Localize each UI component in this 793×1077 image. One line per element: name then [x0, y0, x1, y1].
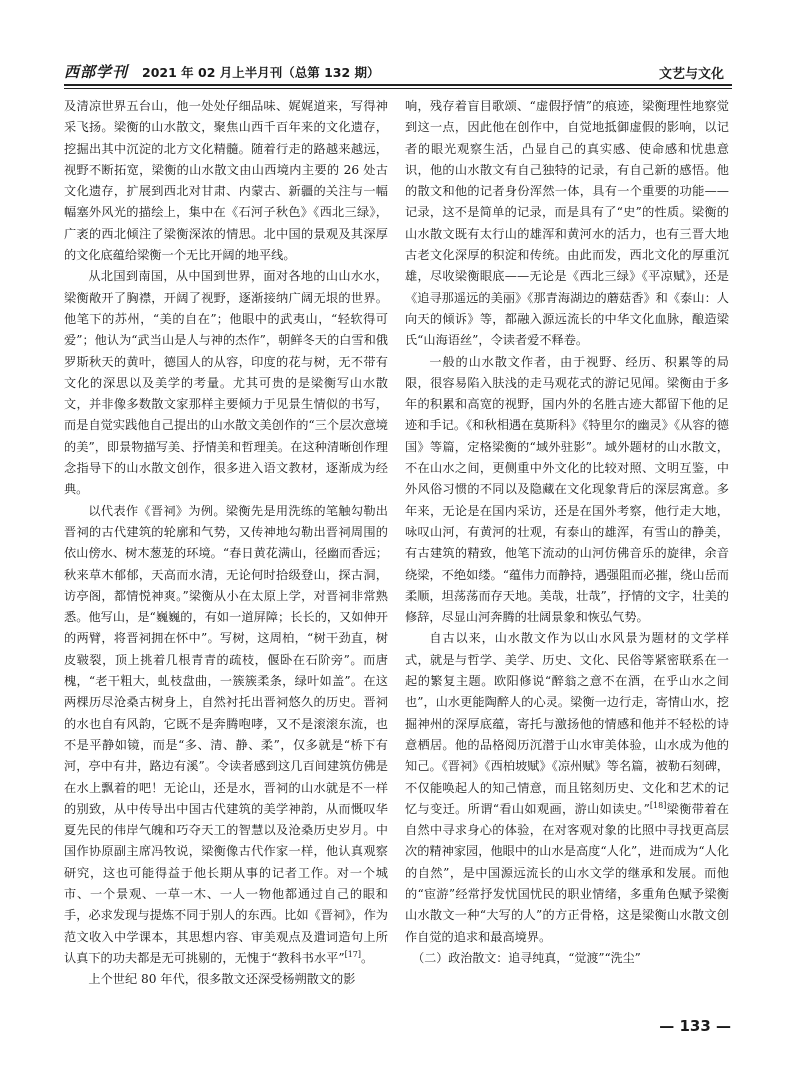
section-subheading: （二）政治散文：追寻纯真，“觉渡”“洗尘”	[412, 950, 641, 965]
section-label: 文艺与文化	[658, 67, 724, 82]
citation-ref: [17]	[344, 949, 362, 959]
header-divider	[64, 84, 732, 86]
header-divider-thin	[64, 88, 732, 89]
page-header	[64, 60, 732, 84]
paragraph: 一般的山水散文作者，由于视野、经历、积累等的局限，很容易陷入肤浅的走马观花式的游记见闻。梁衡由于多年的积累和高宽的视野，国内外的名胜古迹大都留下他的足迹和手记。《和秋相遇在莫斯科》《特里尔的幽灵》《从容的德国》等篇，定格梁衡的“域外驻影”。域外题材的山水散文，不在山水之间，更侧重中外文化的比较对照、文明互鉴，中外风俗习惯的不同以及隐藏在文化现象背后的深层寓意。多年来，无论是在国内采访，还是在国外考察，他行走大地，咏叹山河，有黄河的壮观，有泰山的雄浑，有雪山的静美，有古建筑的精致，他笔下流动的山河仿佛音乐的旋律，余音绕梁，不绝如缕。“蕴伟力而静持，遇强阻而必摧，绕山岳而柔顺，坦荡荡而存天地。美哉，壮哉”，抒情的文字，壮美的修辞，尽显山河奔腾的壮阔景象和恢弘气势。	[405, 354, 729, 625]
paragraph: 响，残存着盲目歌颂、“虚假抒情”的痕迹，梁衡理性地察觉到这一点，因此他在创作中，自觉地抵御虚假的影响，以记者的眼光观察生活，凸显自己的真实感、使命感和忧患意识，他的山水散文有自己独特的记录，有自己新的感悟。他的散文和他的记者身份浑然一体，具有一个重要的功能——记录，这不是简单的记录，而是具有了“史”的性质。梁衡的山水散文既有太行山的雄浑和黄河水的活力，也有三晋大地古老文化深厚的积淀和传统。由此而发，西北文化的厚重沉雄，尽收梁衡眼底——无论是《西北三绿》《平凉赋》，还是《追寻那遥远的美丽》《那青海湖边的蘑菇香》和《泰山：人向天的倾诉》等，都融入源远流长的中华文化血脉，酿造梁氏“山海语丝”，令读者爱不释卷。	[405, 99, 729, 348]
paragraph: 从北国到南国，从中国到世界，面对各地的山山水水，梁衡敞开了胸襟，开阔了视野，逐渐接纳广阔无垠的世界。他笔下的苏州，“美的自在”；他眼中的武夷山，“轻软得可爱”；他认为“武当山是人与神的杰作”，朝鲜冬天的白雪和俄罗斯秋天的黄叶，德国人的从容，印度的花与树，无不带有文化的深思以及美学的考量。尤其可贵的是梁衡写山水散文，并非像多数散文家那样主要倾力于见景生情似的书写，而是自觉实践他自己提出的山水散文美创作的“三个层次意境的美”，即景物描写美、抒情美和哲理美。在这种清晰创作理念指导下的山水散文创作，很多进入语文教材，逐渐成为经典。	[64, 269, 388, 497]
journal-logo: 西部学刊	[64, 63, 129, 81]
paragraph: 及清凉世界五台山，他一处处仔细品味、娓娓道来，写得神采飞扬。梁衡的山水散文，聚焦山西千百年来的文化遗存，挖掘出其中沉淀的北方文化精髓。随着行走的路越来越远，视野不断拓宽，梁衡的山水散文由山西境内主要的 26 处古文化遗存，扩展到西北对甘肃、内蒙古、新疆的关注与一幅幅塞外风光的描绘上，集中在《石河子秋色》《西北三绿》，广袤的西北倾注了梁衡深浓的情思。北中国的景观及其深厚的文化底蕴给梁衡一个无比开阔的地平线。	[64, 99, 388, 263]
citation-ref: [18]	[649, 800, 667, 810]
issue-info: 2021 年 02 月上半月刊（总第 132 期）	[142, 65, 380, 80]
paragraph: 上个世纪 80 年代，很多散文还深受杨朔散文的影	[88, 972, 356, 987]
right-column	[405, 96, 729, 969]
left-column	[64, 96, 388, 990]
page-number: — 133 —	[659, 1017, 731, 1035]
paragraph: 以代表作《晋祠》为例。梁衡先是用洗练的笔触勾勒出晋祠的古代建筑的轮廓和气势，又传神地勾勒出晋祠周围的依山傍水、树木葱茏的环境。“春日黄花满山，径幽而香远；秋来草木郁郁，天高而水清，无论何时拾级登山，探古洞，访亭阁，都情悦神爽。”梁衡从小在太原上学，对晋祠非常熟悉。他写山，是“巍巍的，有如一道屏障；长长的，又如伸开的两臂，将晋祠拥在怀中”。写树，这周柏，“树干劲直，树皮皲裂，顶上挑着几根青青的疏枝，偃卧在石阶旁”。而唐槐，“老干粗大，虬枝盘曲，一簇簇柔条，绿叶如盖”。在这两棵历尽沧桑古树身上，自然衬托出晋祠悠久的历史。晋祠的水也自有风韵，它既不是奔腾咆哮，又不是滚滚东流，也不是平静如镜，而是“多、清、静、柔”，仅多就是“桥下有河，亭中有井，路边有溪”。令读者感到这几百间建筑仿佛是在水上飘着的吧！无论山，还是水，晋祠的山水就是不一样的别致，从中传导出中国古代建筑的美学神韵，从而慨叹华夏先民的伟岸气魄和巧夺天工的智慧以及沧桑历史岁月。中国作协原副主席冯牧说，梁衡像古代作家一样，他认真观察研究，这也可能得益于他长期从事的记者工作。对一个城市、一个景观、一草一木、一人一物他都通过自己的眼和手，必求发现与提炼不同于别人的东西。比如《晋祠》，作为范文收入中学课本，其思想内容、审美观点及遣词造句上所认真下的功夫都是无可挑剔的，无愧于“教科书水平”[17]。	[64, 503, 388, 965]
paragraph: 自古以来，山水散文作为以山水风景为题材的文学样式，就是与哲学、美学、历史、文化、民俗等紧密联系在一起的繁复主题。欧阳修说“醉翁之意不在酒，在乎山水之间也”，山水更能陶醉人的心灵。梁衡一边行走，寄情山水，挖掘神州的深厚底蕴，寄托与激扬他的情感和他并不轻松的诗意栖居。他的品格阅历沉潜于山水审美体验，山水成为他的知己。《晋祠》《西柏坡赋》《凉州赋》等名篇，被勒石刻碑，不仅能唤起人的知己情意，而且铭刻历史、文化和艺术的记忆与变迁。所谓“看山如观画，游山如读史。”[18]梁衡带着在自然中寻求身心的体验，在对客观对象的比照中寻找更高层次的精神家园，他眼中的山水是高度“人化”，进而成为“人化的自然”，是中国源远流长的山水文学的继承和发展。而他的“宦游”经常抒发忧国忧民的职业情绪，多重角色赋予梁衡山水散文一种“大写的人”的方正骨格，这是梁衡山水散文创作自觉的追求和最高境界。	[405, 631, 729, 944]
